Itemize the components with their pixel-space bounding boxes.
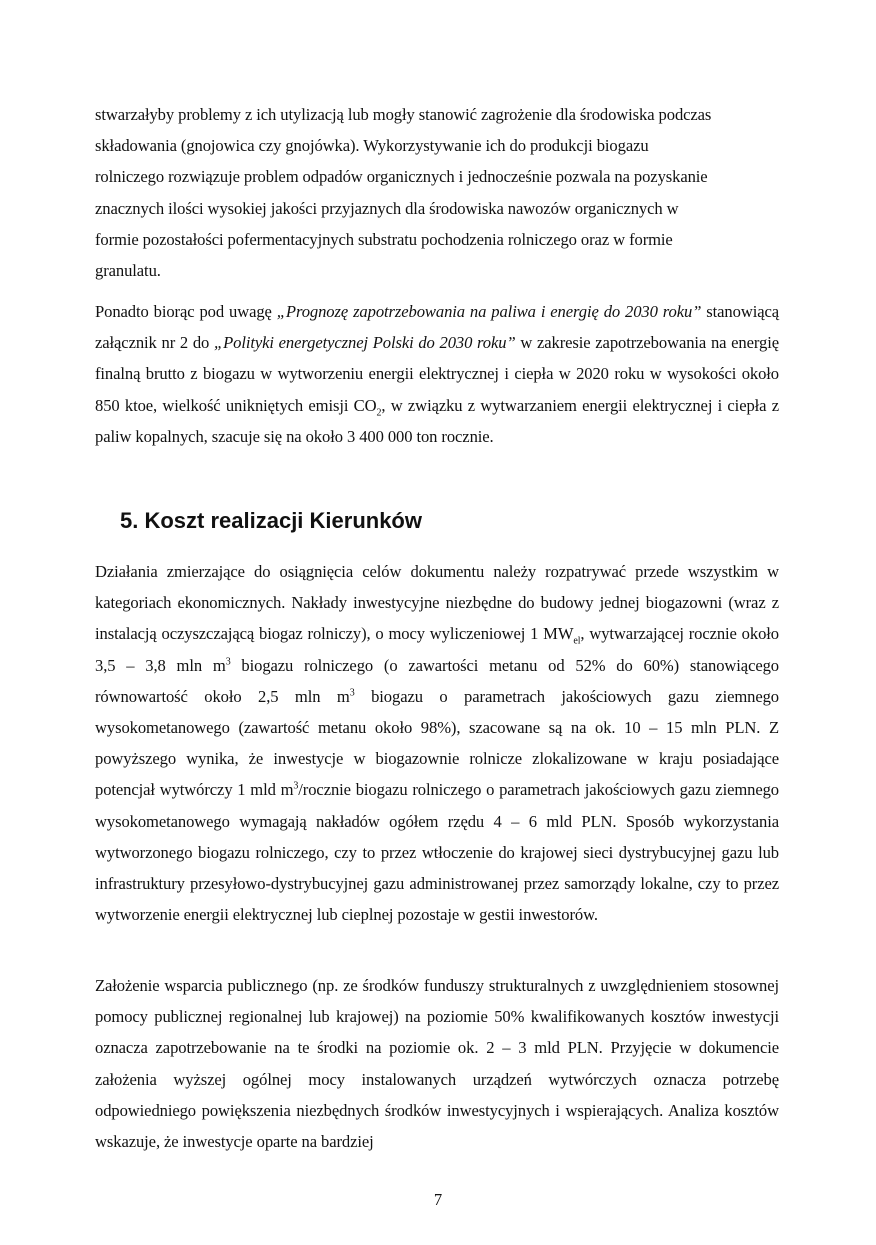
paragraph-3-part: , wytwarzającej rocznie około 3,5 – 3,8 mln m <box>95 624 779 675</box>
paragraph-3-text <box>95 556 779 930</box>
paragraph-1-line: granulatu. <box>95 261 161 281</box>
paragraph-4-text: Założenie wsparcia publicznego (np. ze środków funduszy strukturalnych z uwzględnieniem stosownej pomocy publicznej regionalnej lub krajowej) na poziomie 50% kwalifikowanych kosztów inwestycji oznacza zapotrzebowanie na te środki na poziomie ok. 2 – 3 mld PLN. Przyjęcie w dokumencie założenia wyższej ogólnej mocy instalowanych urządzeń wytwórczych oznacza potrzebę odpowiedniego powiększenia niezbędnych środków inwestycyjnych i wspierających. Analiza kosztów wskazuje, że inwestycje oparte na bardziej <box>95 976 779 1152</box>
section-heading: 5. Koszt realizacji Kierunków <box>120 508 422 533</box>
paragraph-3-part: Działania zmierzające do osiągnięcia celów dokumentu należy rozpatrywać przede wszystkim w kategoriach ekonomicznych. Nakłady inwestycyjne niezbędne do budowy jednej biogazowni (wraz z instalacją oczyszczającą biogaz rolniczy), o mocy wyliczeniowej 1 MW <box>95 562 779 644</box>
polityka-citation: „Polityki energetycznej Polski do 2030 roku” <box>213 333 516 353</box>
paragraph-2-text <box>95 296 779 452</box>
paragraph-3-part: /rocznie biogazu rolniczego o parametrach jakościowych gazu ziemnego wysokometanowego wymagają nakładów ogółem rzędu 4 – 6 mld PLN. Sposób wykorzystania wytworzonego biogazu rolniczego, czy to przez wtłoczenie do krajowej sieci dystrybucyjnej gazu lub infrastruktury przesyłowo-dystrybucyjnej gazu administrowanej przez samorządy lokalne, czy to przez wytworzenie energii elektrycznej lub cieplnej pozostaje w gestii inwestorów. <box>95 780 780 925</box>
prognoza-citation: „Prognozę zapotrzebowania na paliwa i energię do 2030 roku” <box>276 302 702 321</box>
paragraph-2 <box>95 296 779 452</box>
paragraph-3-part: biogazu o parametrach jakościowych gazu ziemnego wysokometanowego (zawartość metanu około 98%), szacowane są na ok. 10 – 15 mln PLN. Z powyższego wynika, że inwestycje w biogazownie rolnicze zlokalizowane w kraju posiadające potencjał wytwórczy 1 mld m <box>95 686 780 800</box>
paragraph-1-line: rolniczego rozwiązuje problem odpadów organicznych i jednocześnie pozwala na pozyskanie <box>95 167 708 187</box>
paragraph-1-line: formie pozostałości pofermentacyjnych substratu pochodzenia rolniczego oraz w formie <box>95 229 673 249</box>
paragraph-3-part: biogazu rolniczego (o zawartości metanu od 52% do 60%) stanowiącego równowartość około 2,5 mln m <box>95 655 779 706</box>
paragraph-1-line: znacznych ilości wysokiej jakości przyjaznych dla środowiska nawozów organicznych w <box>95 198 679 218</box>
paragraph-2-part: w zakresie zapotrzebowania na energię finalną brutto z biogazu w wytworzeniu energii elektrycznej i ciepła w 2020 roku w wysokości około 850 ktoe, wielkość unikniętych emisji CO <box>95 333 779 415</box>
paragraph-1-line: stwarzałyby problemy z ich utylizacją lub mogły stanowić zagrożenie dla środowiska podczas <box>95 105 712 124</box>
paragraph-1 <box>95 99 779 286</box>
paragraph-4 <box>95 970 779 1157</box>
paragraph-2-part: , w związku z wytwarzaniem energii elektrycznej i ciepła z paliw kopalnych, szacuje się na około 3 400 000 ton rocznie. <box>95 395 779 446</box>
cubic-superscript: 3 <box>349 687 355 699</box>
cubic-superscript: 3 <box>225 656 231 668</box>
cubic-superscript: 3 <box>293 780 299 792</box>
paragraph-2-part: stanowiącą załącznik nr 2 do <box>95 302 780 353</box>
paragraph-2-part: Ponadto biorąc pod uwagę <box>95 302 277 321</box>
co2-subscript: 2 <box>376 406 382 418</box>
paragraph-1-line: składowania (gnojowica czy gnojówka). Wykorzystywanie ich do produkcji biogazu <box>95 136 649 156</box>
paragraph-3 <box>95 556 779 930</box>
page-number: 7 <box>433 1190 443 1209</box>
el-subscript: el <box>573 635 581 647</box>
